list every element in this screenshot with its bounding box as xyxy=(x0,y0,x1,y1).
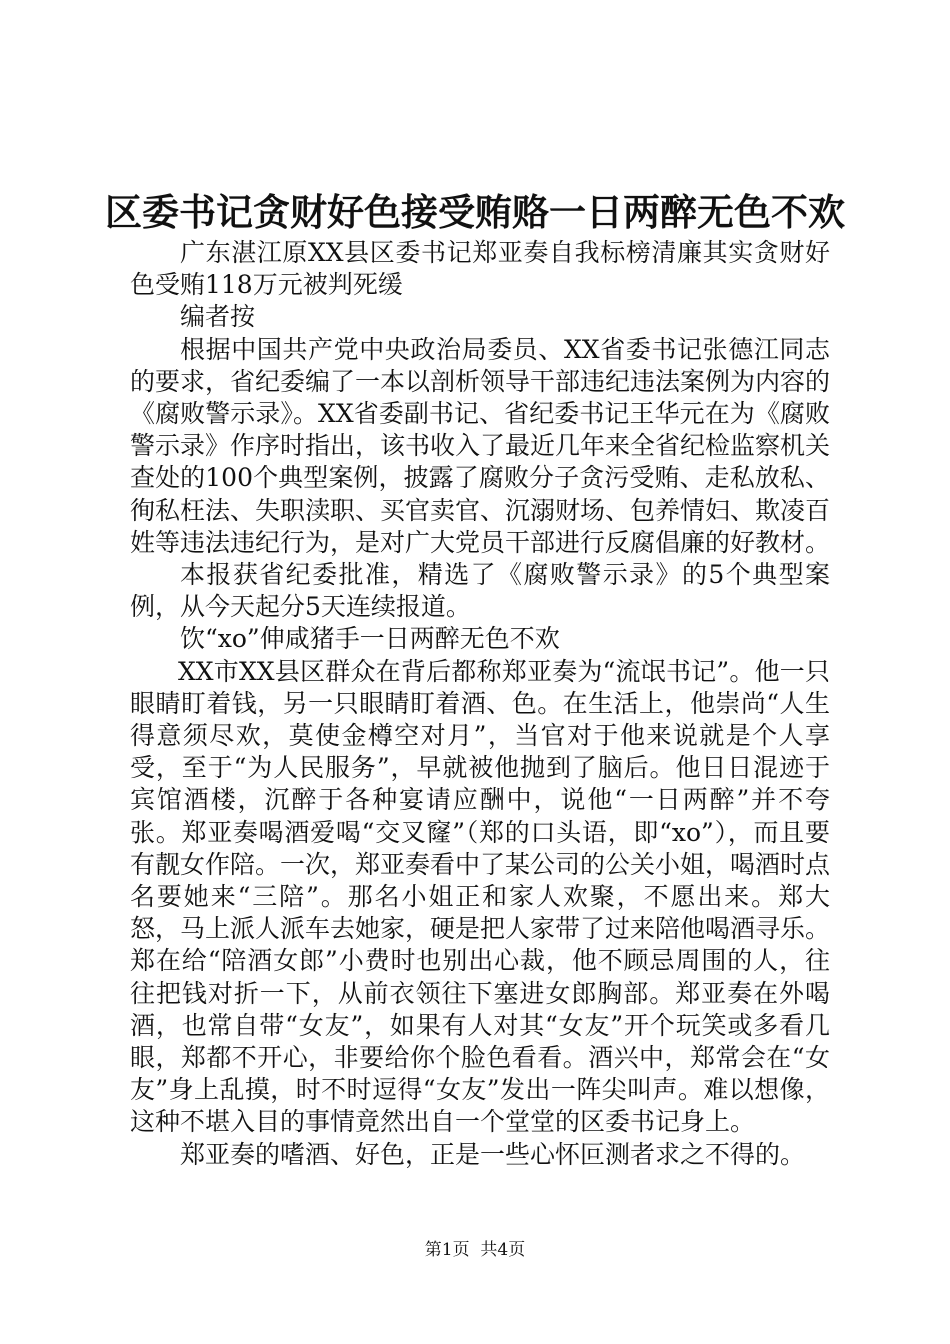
subtitle-paragraph: 广东湛江原XX县区委书记郑亚奏自我标榜清廉其实贪财好色受贿118万元被判死缓 xyxy=(130,238,830,300)
body-paragraph: 郑亚奏的嗜酒、好色，正是一些心怀叵测者求之不得的。 xyxy=(180,1139,806,1169)
section-heading: 饮“xo”伸咸猪手一日两醉无色不欢 xyxy=(180,624,560,654)
body-paragraph: XX市XX县区群众在背后都称郑亚奏为“流氓书记”。他一只眼睛盯着钱，另一只眼睛盯着酒、色。在生活上，他崇尚“人生得意须尽欢，莫使金樽空对月”，当官对于他来说就是个人享受，至于“为人民服务”，早就被他抛到了脑后。他日日混迹于宾馆酒楼，沉醉于各种宴请应酬中，说他“一日两醉”并不夸张。郑亚奏喝酒爱喝“交叉窿”（郑的口头语，即“xo”），而且要有靓女作陪。一次，郑亚奏看中了某公司的公关小姐，喝酒时点名要她来“三陪”。那名小姐正和家人欢聚，不愿出来。郑大怒，马上派人派车去她家，硬是把人家带了过来陪他喝酒寻乐。郑在给“陪酒女郎”小费时也别出心裁，他不顾忌周围的人，往往把钱对折一下，从前衣领往下塞进女郎胸部。郑亚奏在外喝酒，也常自带“女友”，如果有人对其“女友”开个玩笑或多看几眼，郑都不开心，非要给你个脸色看看。酒兴中，郑常会在“女友”身上乱摸，时不时逗得“女友”发出一阵尖叫声。难以想像，这种不堪入目的事情竟然出自一个堂堂的区委书记身上。 xyxy=(130,656,831,1137)
body-paragraph: 本报获省纪委批准，精选了《腐败警示录》的5个典型案例，从今天起分5天连续报道。 xyxy=(130,560,830,622)
document-body xyxy=(130,237,830,1171)
body-paragraph: 根据中国共产党中央政治局委员、XX省委书记张德江同志的要求，省纪委编了一本以剖析领导干部违纪违法案例为内容的《腐败警示录》。XX省委副书记、省纪委书记王华元在为《腐败警示录》作序时指出，该书收入了最近几年来全省纪检监察机关查处的100个典型案例，披露了腐败分子贪污受贿、走私放私、徇私枉法、失职渎职、买官卖官、沉溺财场、包养情妇、欺凌百姓等违法违纪行为，是对广大党员干部进行反腐倡廉的好教材。 xyxy=(130,334,831,557)
editor-note-heading: 编者按 xyxy=(180,302,256,332)
page-footer: 第1页 共4页 xyxy=(424,1240,526,1260)
document-title: 区委书记贪财好色接受贿赂一日两醉无色不欢 xyxy=(105,190,845,234)
